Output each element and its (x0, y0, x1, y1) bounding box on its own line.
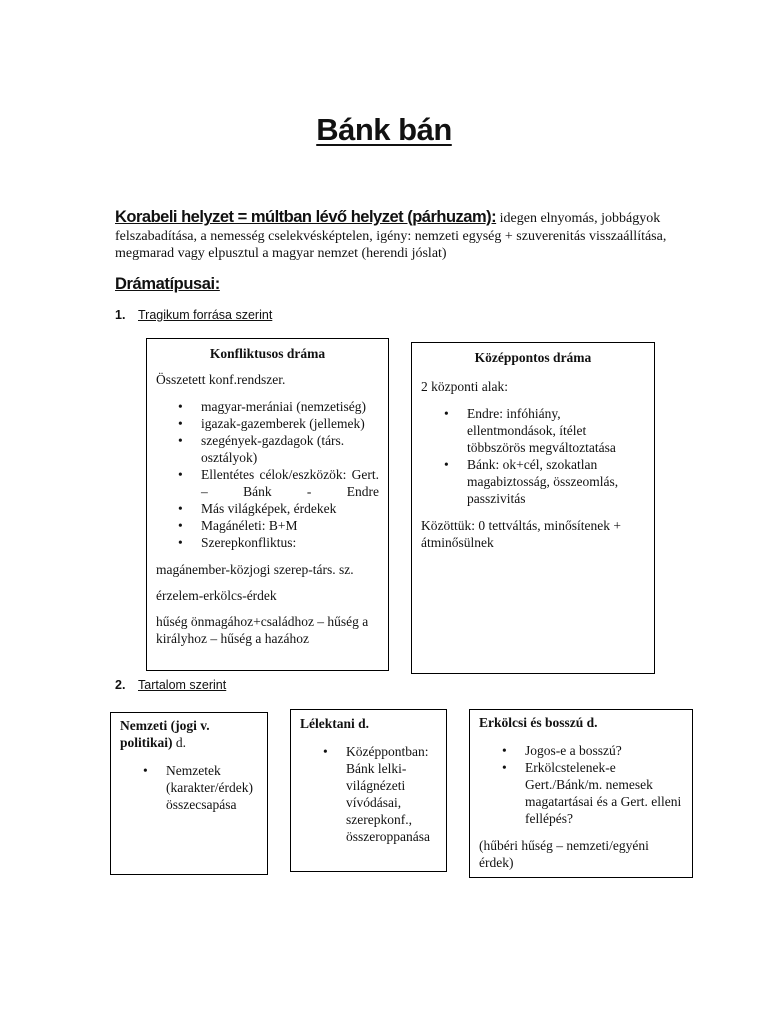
box-lelektani-drama (290, 709, 447, 872)
list-item: • Magánéleti: B+M (178, 518, 298, 533)
bullet-icon: • (502, 760, 507, 775)
box-kozeppontos-drama (411, 342, 655, 674)
box-erkolcsi-list (479, 742, 683, 827)
list-item: • szegények-gazdagok (társ. osztályok) (178, 433, 345, 465)
list-item: • Középpontban: Bánk lelki-világnézeti vívódásai, szerepkonf., összeroppanása (323, 744, 430, 844)
box-konfliktusos-intro: Összetett konf.rendszer. (156, 372, 286, 387)
box-nemzeti-title: Nemzeti (jogi v. politikai) d. (120, 718, 210, 750)
list-item: • Más világképek, érdekek (178, 501, 337, 516)
box-kozeppontos-list (421, 405, 645, 507)
heading-1-number: 1. (115, 308, 126, 322)
bullet-icon: • (502, 743, 507, 758)
list-item: • Szerepkonfliktus: (178, 535, 297, 550)
box-konfliktusos-list (156, 398, 379, 551)
list-item: • magyar-merániai (nemzetiség) (178, 399, 367, 414)
box-kozeppontos-intro: 2 központi alak: (421, 379, 508, 394)
heading-1-title: Tragikum forrása szerint (138, 308, 273, 322)
box-konfliktusos-title: Konfliktusos dráma (209, 346, 326, 361)
box-erkolcsi-drama (469, 709, 693, 878)
box-konfliktusos-drama (146, 338, 389, 671)
box-erkolcsi-note: (hűbéri hűség – nemzeti/egyéni érdek) (479, 838, 649, 870)
list-item: • Endre: infóhiány, ellentmondások, ítélet többszörös megváltoztatása (444, 406, 616, 455)
bullet-icon: • (178, 433, 183, 448)
bullet-icon: • (178, 518, 183, 533)
bullet-icon: • (444, 457, 449, 472)
box-lelektani-list (300, 743, 437, 845)
list-item: • igazak-gazemberek (jellemek) (178, 416, 365, 431)
list-item: • Nemzetek (karakter/érdek) összecsapása (143, 763, 253, 812)
intro-lead: Korabeli helyzet = múltban lévő helyzet (párhuzam): (115, 208, 497, 226)
bullet-icon: • (178, 501, 183, 516)
bullet-icon: • (323, 744, 328, 759)
list-item: • Erkölcstelenek-e Gert./Bánk/m. nemesek magatartásai és a Gert. elleni fellépés? (502, 760, 682, 826)
box-nemzeti-drama (110, 712, 268, 875)
bullet-icon: • (178, 467, 183, 482)
list-item: • Ellentétes célok/eszközök: Gert. – Bánk - Endre (178, 467, 379, 499)
bullet-icon: • (143, 763, 148, 778)
list-item: • Bánk: ok+cél, szokatlan magabiztosság, összeomlás, passzivitás (444, 457, 619, 506)
numbered-heading-2 (115, 678, 415, 694)
section-heading: Drámatípusai: (115, 275, 220, 293)
intro-text: idegen elnyomás, jobbágyok felszabadítása, a nemesség cselekvésképtelen, igény: nemzeti egység + szuverenitás visszaállítása, megmarad vagy elpusztul a magyar nemzet (herendi jóslat) (115, 211, 667, 261)
box-konfliktusos-note-1: magánember-közjogi szerep-társ. sz. (156, 562, 354, 577)
bullet-icon: • (178, 399, 183, 414)
intro-paragraph (115, 209, 675, 263)
numbered-heading-1 (115, 308, 415, 324)
box-lelektani-title: Lélektani d. (300, 716, 370, 731)
list-item: • Jogos-e a bosszú? (502, 743, 622, 758)
bullet-icon: • (178, 535, 183, 550)
box-konfliktusos-note-2: érzelem-erkölcs-érdek (156, 588, 277, 603)
box-konfliktusos-note-3: hűség önmagához+családhoz – hűség a királyhoz – hűség a hazához (156, 614, 369, 646)
bullet-icon: • (444, 406, 449, 421)
box-kozeppontos-note: Közöttük: 0 tettváltás, minősítenek + átminősülnek (421, 518, 621, 550)
heading-2-title: Tartalom szerint (138, 678, 227, 692)
heading-2-number: 2. (115, 678, 126, 692)
box-erkolcsi-title: Erkölcsi és bosszú d. (479, 715, 598, 730)
page-title: Bánk bán (316, 112, 452, 147)
box-kozeppontos-title: Középpontos dráma (474, 350, 592, 365)
bullet-icon: • (178, 416, 183, 431)
box-nemzeti-list (120, 762, 258, 813)
